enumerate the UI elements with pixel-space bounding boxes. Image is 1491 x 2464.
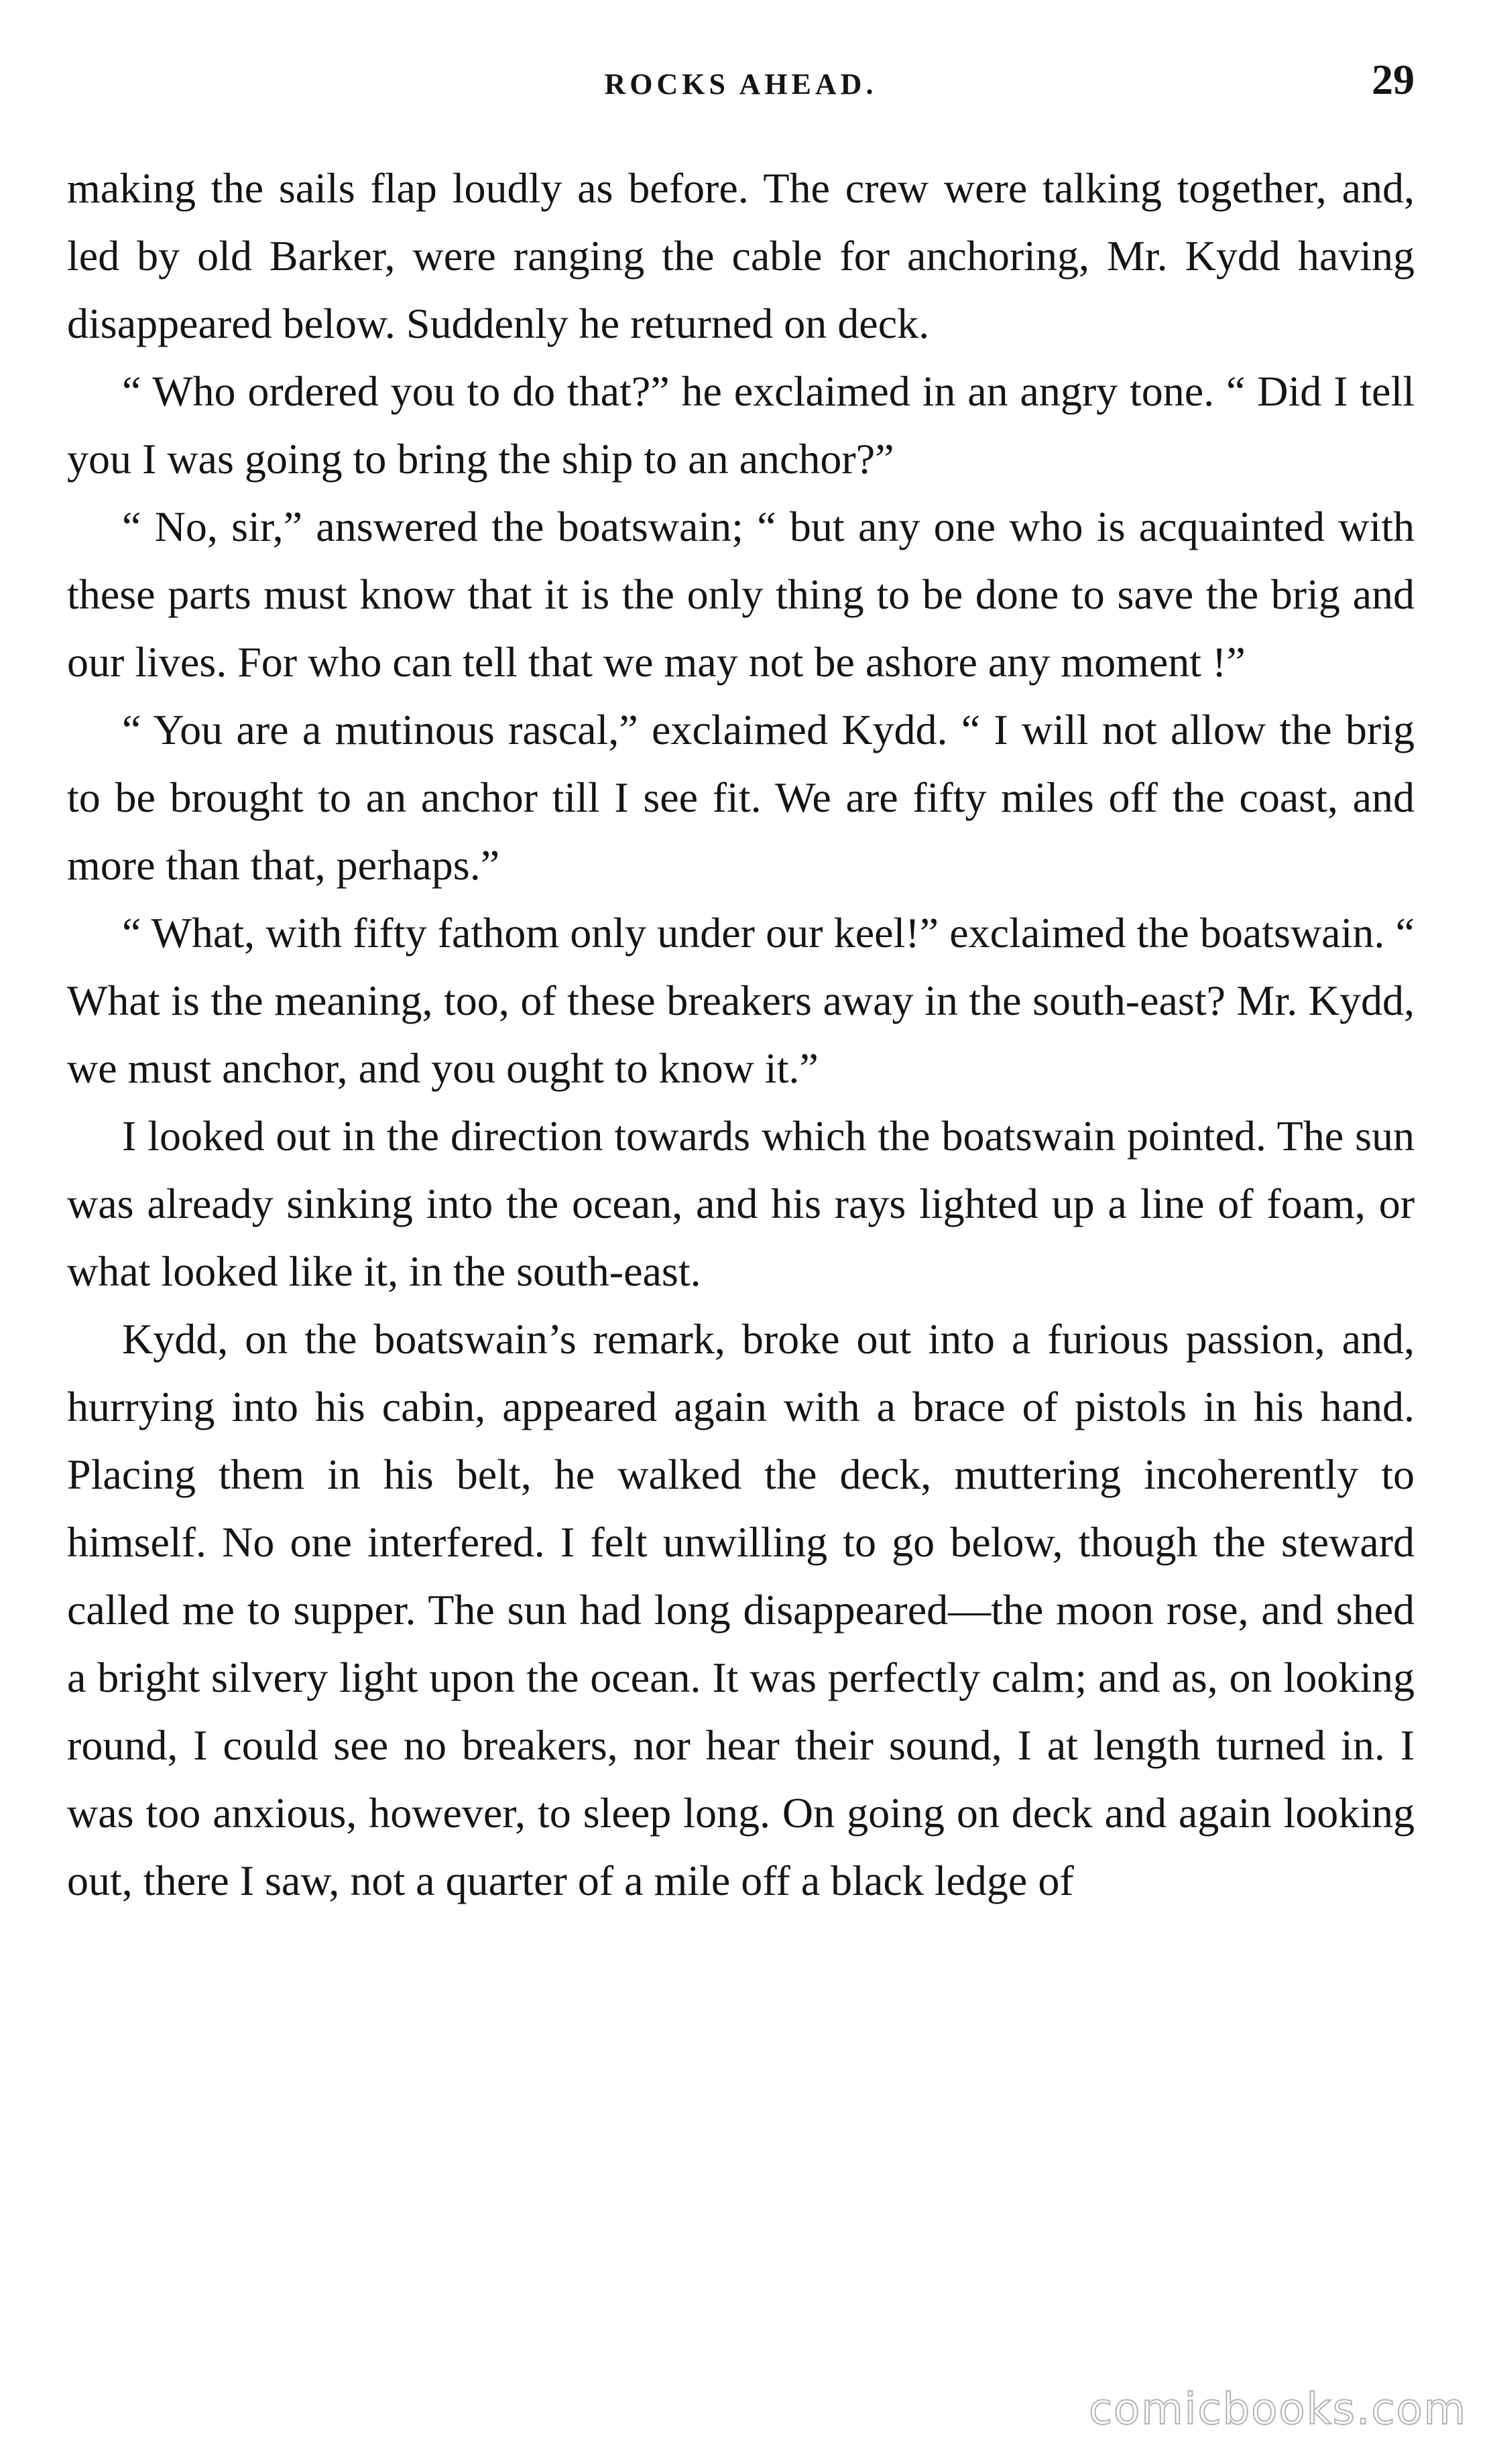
paragraph-3: “ No, sir,” answered the boatswain; “ but any one who is acquainted with these parts must know that it is the only thing to be done to save the brig and our lives. For who can tell that we may not be ashore any moment !” bbox=[67, 503, 1415, 686]
paragraph-2: “ Who ordered you to do that?” he exclaimed in an angry tone. “ Did I tell you I was going to bring the ship to an anchor?” bbox=[67, 367, 1415, 483]
book-page bbox=[67, 40, 1415, 2426]
page-number: 29 bbox=[1372, 56, 1415, 103]
paragraph-4: “ You are a mutinous rascal,” exclaimed Kydd. “ I will not allow the brig to be brought to an anchor till I see fit. We are fifty miles off the coast, and more than that, perhaps.” bbox=[67, 706, 1415, 889]
running-header bbox=[67, 40, 1415, 154]
paragraph-5: “ What, with fifty fathom only under our keel!” exclaimed the boatswain. “ What is the meaning, too, of these breakers away in the south-east? Mr. Kydd, we must anchor, and you ought to know it.” bbox=[67, 909, 1415, 1092]
paragraph-7: Kydd, on the boatswain’s remark, broke out into a furious passion, and, hurrying into his cabin, appeared again with a brace of pistols in his hand. Placing them in his belt, he walked the deck, muttering incoherently to himself. No one interfered. I felt unwilling to go below, though the steward called me to supper. The sun had long disappeared—the moon rose, and shed a bright silvery light upon the ocean. It was perfectly calm; and as, on looking round, I could see no breakers, nor hear their sound, I at length turned in. I was too anxious, however, to sleep long. On going on deck and again looking out, there I saw, not a quarter of a mile off a black ledge of bbox=[67, 1315, 1415, 1904]
paragraph-6: I looked out in the direction towards which the boatswain pointed. The sun was already sinking into the ocean, and his rays lighted up a line of foam, or what looked like it, in the south-east. bbox=[67, 1112, 1415, 1295]
paragraph-1: making the sails flap loudly as before. The crew were talking together, and, led by old Barker, were ranging the cable for anchoring, Mr. Kydd having disappeared below. Suddenly he returned on deck. bbox=[67, 164, 1415, 347]
body-text bbox=[67, 154, 1415, 1914]
site-watermark: comicbooks.com bbox=[1088, 2385, 1467, 2435]
running-title: ROCKS AHEAD. bbox=[604, 68, 878, 101]
